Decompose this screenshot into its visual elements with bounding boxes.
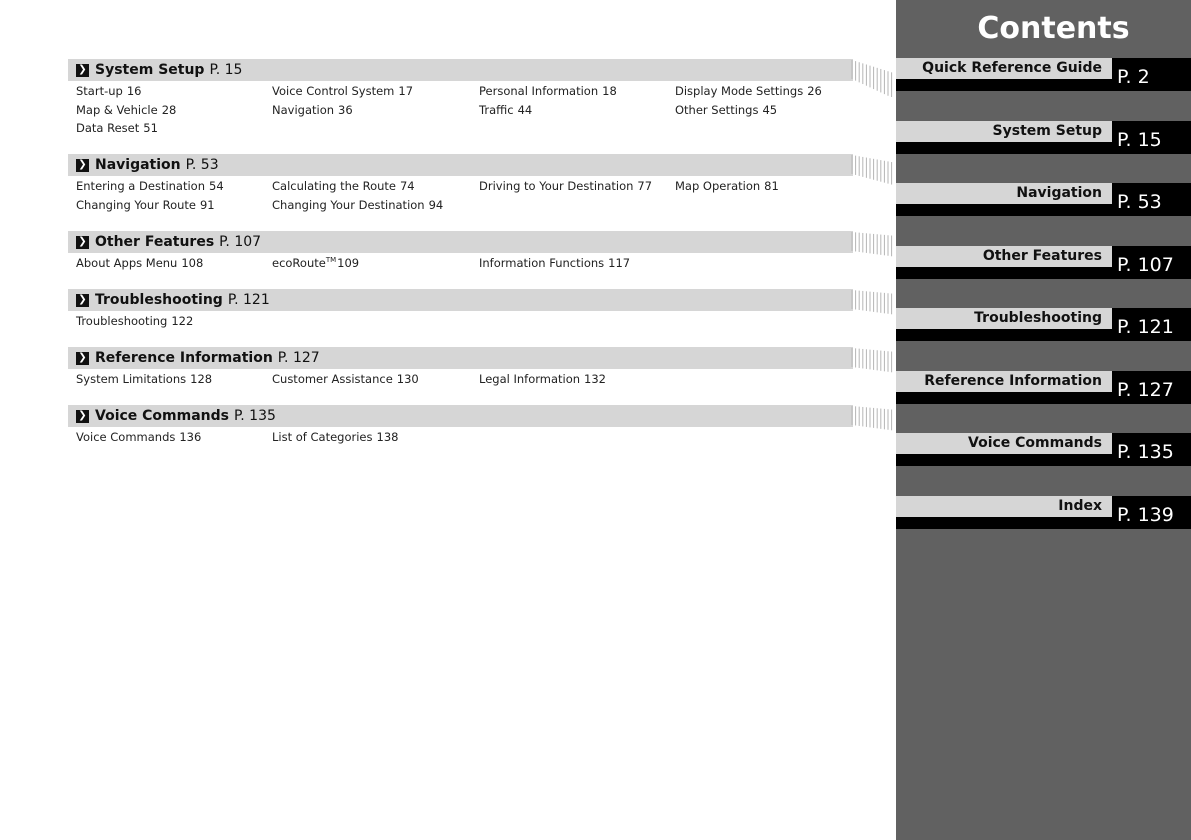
section-title: Troubleshooting [95, 292, 223, 308]
toc-item-label: Personal Information [479, 84, 599, 98]
toc-item-label: System Limitations [76, 372, 187, 386]
sidebar-tab-label: System Setup [896, 121, 1112, 142]
toc-item-label: Driving to Your Destination [479, 179, 634, 193]
sidebar-tab-page: P. 2 [1112, 58, 1191, 91]
toc-item[interactable] [264, 254, 471, 273]
toc-item-label: Information Functions [479, 256, 605, 270]
toc-item-page: 109 [337, 256, 360, 270]
toc-item[interactable] [68, 254, 264, 273]
toc-item[interactable] [68, 119, 264, 138]
sidebar-tab[interactable] [896, 183, 1191, 216]
toc-item-label: Voice Control System [272, 84, 395, 98]
contents-sidebar [896, 0, 1191, 840]
sidebar-tab[interactable] [896, 308, 1191, 341]
sidebar-tab-underline [896, 329, 1112, 341]
toc-item-label: Other Settings [675, 102, 759, 117]
toc-item-label: Customer Assistance [272, 372, 393, 386]
sidebar-tab-underline [896, 267, 1112, 279]
sidebar-tab-label: Reference Information [896, 371, 1112, 392]
toc-section [68, 154, 853, 214]
toc-item-page: 51 [143, 121, 158, 135]
toc-item-page: 54 [209, 179, 224, 193]
section-header[interactable] [68, 231, 853, 253]
section-title: Reference Information [95, 350, 273, 366]
toc-section [68, 405, 853, 447]
sidebar-tab[interactable] [896, 371, 1191, 404]
toc-section [68, 59, 853, 138]
toc-item-page: 94 [428, 197, 444, 212]
sidebar-tab-underline [896, 142, 1112, 154]
arrow-right-icon: ❯ [76, 236, 89, 249]
toc-item-label: Troubleshooting [76, 314, 168, 328]
toc-section [68, 289, 853, 331]
sidebar-tab-page: P. 139 [1112, 496, 1191, 529]
toc-item-page: 74 [399, 179, 415, 193]
toc-item[interactable] [667, 101, 853, 120]
section-page: P. 15 [209, 62, 243, 78]
toc-item[interactable] [68, 428, 264, 447]
toc-item[interactable] [68, 370, 264, 389]
toc-item[interactable] [471, 254, 667, 273]
arrow-right-icon: ❯ [76, 294, 89, 307]
trademark-mark: TM [325, 256, 337, 265]
section-page: P. 121 [227, 292, 270, 308]
section-connector [850, 405, 896, 443]
toc-section [68, 231, 853, 273]
arrow-right-icon: ❯ [76, 352, 89, 365]
toc-item[interactable] [264, 370, 471, 389]
sidebar-tab-underline [896, 392, 1112, 404]
toc-item[interactable] [68, 82, 264, 101]
sidebar-tab-page: P. 15 [1112, 121, 1191, 154]
sidebar-tab-page: P. 107 [1112, 246, 1191, 279]
section-title: Other Features [95, 234, 215, 250]
toc-item-page: 130 [396, 372, 419, 386]
toc-item-label: Calculating the Route [272, 179, 396, 193]
sidebar-tab-label: Navigation [896, 183, 1112, 204]
section-header[interactable] [68, 405, 853, 427]
toc-item[interactable] [264, 82, 471, 101]
sidebar-tab[interactable] [896, 58, 1191, 91]
toc-item[interactable] [68, 177, 264, 196]
section-title: System Setup [95, 62, 205, 78]
section-page: P. 135 [234, 408, 276, 424]
sidebar-tab-label: Troubleshooting [896, 308, 1112, 329]
toc-item-page: 108 [181, 256, 204, 270]
toc-item-page: 17 [398, 84, 414, 98]
toc-item-label: ecoRoute [272, 256, 326, 270]
toc-item[interactable] [471, 82, 667, 101]
toc-item-page: 122 [171, 314, 194, 328]
section-title: Voice Commands [95, 408, 229, 424]
sidebar-tab-label: Quick Reference Guide [896, 58, 1112, 79]
toc-item-label: Map & Vehicle [76, 102, 158, 117]
toc-item[interactable] [667, 82, 853, 101]
sidebar-tab-label: Other Features [896, 246, 1112, 267]
sidebar-tab-page: P. 127 [1112, 371, 1191, 404]
sidebar-tab-page: P. 121 [1112, 308, 1191, 341]
toc-item[interactable] [264, 196, 471, 215]
toc-item[interactable] [471, 177, 667, 196]
toc-item-page: 26 [807, 84, 822, 98]
toc-item[interactable] [68, 101, 264, 120]
toc-item[interactable] [68, 196, 264, 215]
toc-item-label: Traffic [479, 102, 514, 117]
arrow-right-icon: ❯ [76, 159, 89, 172]
section-items [68, 428, 853, 447]
section-items [68, 177, 853, 214]
toc-item-label: Data Reset [76, 121, 140, 135]
sidebar-tab-underline [896, 204, 1112, 216]
toc-item-label: Legal Information [479, 372, 581, 386]
toc-item-label: Map Operation [675, 179, 761, 193]
toc-item[interactable] [471, 370, 667, 389]
sidebar-tab-label: Index [896, 496, 1112, 517]
sidebar-tab-label: Voice Commands [896, 433, 1112, 454]
section-page: P. 127 [277, 350, 320, 366]
section-header[interactable] [68, 289, 853, 311]
toc-item-label: About Apps Menu [76, 256, 178, 270]
section-header[interactable] [68, 59, 853, 81]
toc-section [68, 347, 853, 389]
toc-item-label: Start-up [76, 84, 123, 98]
toc-item-page: 45 [762, 102, 778, 117]
sidebar-tab-underline [896, 79, 1112, 91]
toc-item-page: 132 [584, 372, 606, 386]
section-connector [850, 154, 896, 192]
sidebar-tab-page: P. 135 [1112, 433, 1191, 466]
section-header[interactable] [68, 154, 853, 176]
section-connector [850, 59, 896, 97]
toc-item-page: 16 [126, 84, 142, 98]
toc-item[interactable] [264, 177, 471, 196]
section-header[interactable] [68, 347, 853, 369]
toc-item-page: 18 [602, 84, 617, 98]
toc-item-label: Changing Your Route [76, 197, 196, 212]
sidebar-tab[interactable] [896, 433, 1191, 466]
section-items [68, 254, 853, 273]
toc-item-page: 44 [517, 102, 533, 117]
toc-item-page: 36 [338, 102, 353, 117]
toc-item-page: 77 [637, 179, 653, 193]
toc-item-label: Changing Your Destination [272, 197, 425, 212]
toc-item-page: 28 [161, 102, 177, 117]
toc-item[interactable] [68, 312, 264, 331]
section-items [68, 312, 853, 331]
section-page: P. 107 [219, 234, 262, 250]
sidebar-tab-underline [896, 454, 1112, 466]
section-items [68, 82, 853, 138]
section-connector [850, 289, 896, 327]
toc-item-page: 138 [376, 430, 399, 444]
toc-item-page: 128 [190, 372, 213, 386]
arrow-right-icon: ❯ [76, 64, 89, 77]
toc-item-label: Navigation [272, 102, 335, 117]
toc-item[interactable] [471, 101, 667, 120]
toc-item-label: List of Categories [272, 430, 373, 444]
sidebar-tab[interactable] [896, 246, 1191, 279]
section-connector [850, 347, 896, 385]
toc-item-label: Voice Commands [76, 430, 176, 444]
toc-item-page: 117 [608, 256, 631, 270]
toc-item[interactable] [264, 101, 471, 120]
toc-item-label: Display Mode Settings [675, 84, 804, 98]
sidebar-tab-underline [896, 517, 1112, 529]
toc-item[interactable] [264, 428, 471, 447]
arrow-right-icon: ❯ [76, 410, 89, 423]
toc-item-label: Entering a Destination [76, 179, 205, 193]
section-title: Navigation [95, 157, 181, 173]
toc-item-page: 81 [764, 179, 779, 193]
sidebar-tab-page: P. 53 [1112, 183, 1191, 216]
contents-title: Contents [977, 11, 1130, 46]
section-connector [850, 231, 896, 269]
toc-item-page: 91 [199, 197, 215, 212]
sidebar-tab[interactable] [896, 496, 1191, 529]
section-items [68, 370, 853, 389]
toc-item-page: 136 [179, 430, 202, 444]
toc-item[interactable] [667, 177, 853, 196]
sidebar-tab[interactable] [896, 121, 1191, 154]
section-page: P. 53 [185, 157, 219, 173]
